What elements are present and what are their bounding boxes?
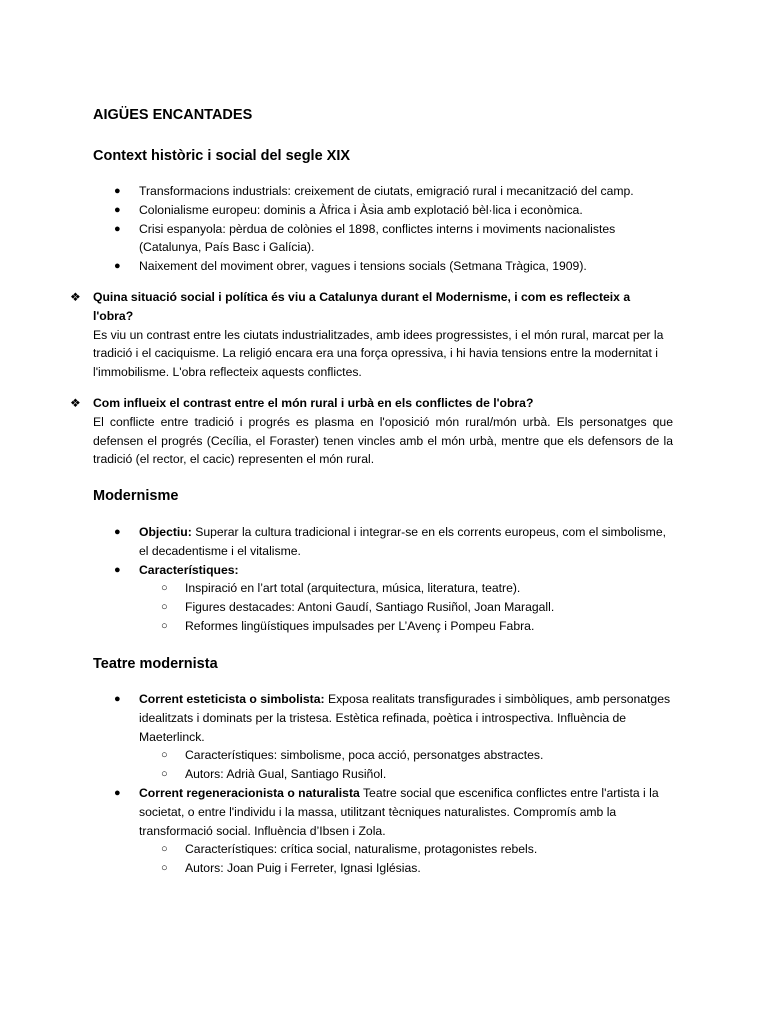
list-item: ● Crisi espanyola: pèrdua de colònies el 1898, conflictes interns i moviments nacionalistes (Catalunya, País Basc i Galícia). [114, 221, 616, 255]
corrent-regeneracionista-label: Corrent regeneracionista o naturalista [139, 785, 360, 800]
caracteristiques-label: Característiques: [139, 562, 239, 577]
circle-bullet-icon: ○ [161, 619, 168, 632]
bullet-icon: ● [114, 786, 121, 799]
corrent-esteticista-label: Corrent esteticista o simbolista: [139, 692, 325, 706]
bullet-icon: ● [114, 693, 121, 705]
list-item [0, 523, 672, 561]
list-item: ○ Figures destacades: Antoni Gaudí, Santiago Rusiñol, Joan Maragall. [139, 598, 672, 617]
section-heading-context: Context històric i social del segle XIX [93, 148, 351, 164]
circle-bullet-icon: ○ [161, 582, 168, 595]
corrent-esteticista-text: Exposa realitats transfigurades i simbòliques, amb personatges idealitzats i dominats per la tristesa. Estètica refinada, poètica i introspectiva. Influència de Maeterlinck. [139, 692, 671, 744]
section-heading-modernisme: Modernisme [93, 488, 179, 504]
bullet-icon: ● [114, 563, 121, 576]
list-item: ● Colonialisme europeu: dominis a Àfrica i Àsia amb explotació bèl·lica i econòmica. [0, 201, 672, 220]
list-item: ○ Inspiració en l’art total (arquitectura, música, literatura, teatre). [139, 579, 672, 598]
question-text: Quina situació social i política és viu a Catalunya durant el Modernisme, i com es reflecteix a l'obra? [93, 290, 631, 323]
answer-text: El conflicte entre tradició i progrés es plasma en l'oposició món rural/món urbà. Els personatges que defensen el progrés (Cecília, el Foraster) tenen vincles amb el món urbà, mentre que els defensors de la tradició (el rector, el cacic) representen el món rural. [93, 414, 673, 467]
circle-bullet-icon: ○ [161, 843, 168, 856]
list-item [0, 561, 672, 636]
bullet-icon: ● [114, 222, 121, 235]
objectiu-label: Objectiu: [139, 525, 192, 539]
corrent-regeneracionista-sublist [139, 840, 672, 878]
bullet-icon: ● [114, 526, 121, 538]
objectiu-text: Superar la cultura tradicional i integrar-se en els corrents europeus, com el simbolisme, el decadentisme i el vitalisme. [139, 525, 666, 558]
circle-bullet-icon: ○ [161, 601, 168, 614]
list-item: ○ Reformes lingüístiques impulsades per L’Avenç i Pompeu Fabra. [139, 617, 672, 636]
bullet-icon: ● [114, 203, 121, 216]
bullet-icon: ● [114, 185, 121, 197]
question-block-2 [70, 394, 673, 469]
caracteristiques-sublist [139, 579, 672, 635]
circle-bullet-icon: ○ [161, 749, 168, 762]
circle-bullet-icon: ○ [161, 768, 168, 781]
corrent-esteticista-sublist [139, 746, 672, 784]
list-item: ● Transformacions industrials: creixement de ciutats, emigració rural i mecanització del camp. [0, 182, 672, 201]
diamond-bullet-icon: ❖ [70, 290, 81, 304]
corrent-regeneracionista-text: Teatre social que escenifica conflictes entre l'artista i la societat, o entre l'individu i la massa, utilitzant tècniques naturalistes. Compromís amb la transformació social. Influència d’Ibsen i Zola. [139, 785, 659, 838]
document-title: AIGÜES ENCANTADES [93, 107, 253, 123]
teatre-bullet-list [0, 690, 768, 878]
list-item: ○ Autors: Joan Puig i Ferreter, Ignasi Iglésias. [139, 859, 672, 878]
list-item: ○ Característiques: crítica social, naturalisme, protagonistes rebels. [139, 840, 672, 859]
modernisme-bullet-list [0, 523, 768, 636]
context-bullet-list [0, 182, 768, 276]
diamond-bullet-icon: ❖ [70, 396, 81, 410]
list-item: ○ Autors: Adrià Gual, Santiago Rusiñol. [139, 765, 672, 784]
list-item: ● Naixement del moviment obrer, vagues i tensions socials (Setmana Tràgica, 1909). [0, 257, 672, 276]
list-item [0, 784, 672, 878]
section-heading-teatre: Teatre modernista [93, 656, 218, 672]
question-text: Com influeix el contrast entre el món rural i urbà en els conflictes de l'obra? [93, 396, 534, 410]
circle-bullet-icon: ○ [161, 862, 168, 875]
question-block-1 [70, 288, 673, 382]
bullet-icon: ● [114, 260, 121, 273]
answer-text: Es viu un contrast entre les ciutats industrialitzades, amb idees progressistes, i el món rural, marcat per la tradició i el caciquisme. La religió encara era una força opressiva, i hi havia tensions entre la modernitat i l'immobilisme. L'obra reflecteix aquests conflictes. [93, 327, 664, 380]
list-item: ○ Característiques: simbolisme, poca acció, personatges abstractes. [139, 746, 672, 765]
list-item [0, 690, 672, 784]
